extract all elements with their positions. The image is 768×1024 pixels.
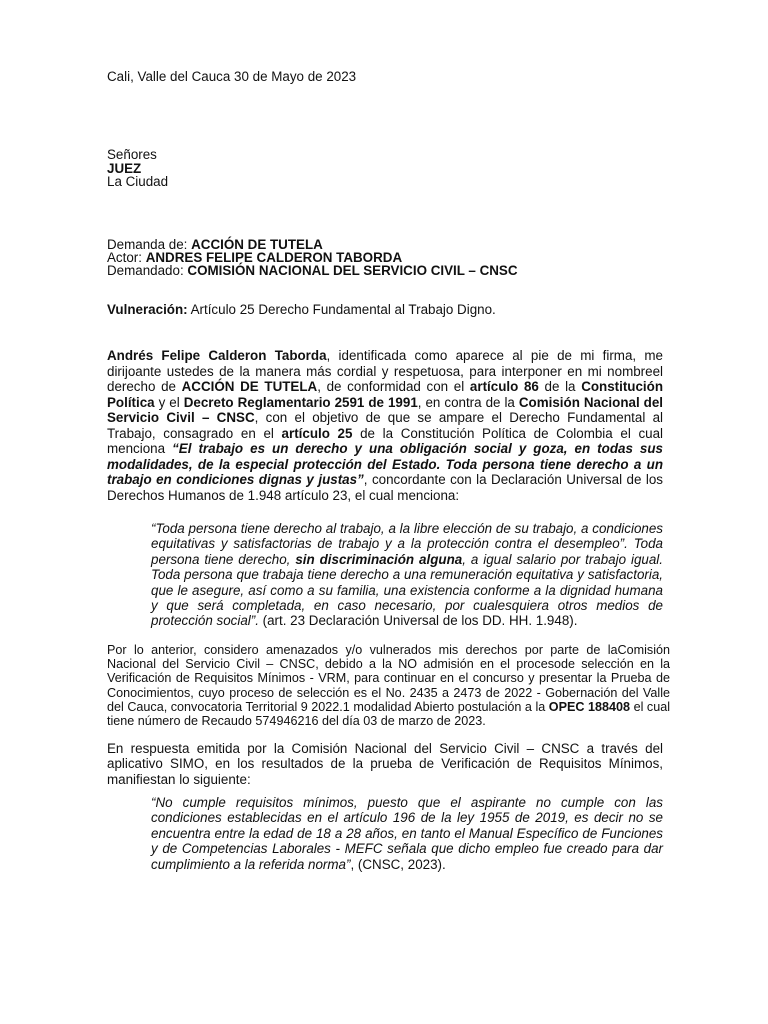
case-block (107, 238, 627, 277)
date-line: Cali, Valle del Cauca 30 de Mayo de 2023 (107, 69, 357, 84)
judge-title: JUEZ (107, 160, 142, 176)
second-paragraph: Por lo anterior, considero amenazados y/o vulnerados mis derechos por parte de laComisión Nacional del Servicio Civil – CNSC, debido a la NO admisión en el procesode selección en la Verificación de Requisitos Mínimos - VRM, para continuar en el concurso y presentar la Prueba de Conocimientos, cuyo proceso de selección es el No. 2435 a 2473 de 2022 - Gobernación del Valle del Cauca, convocatoria Territorial 9 2022.1 modalidad Abierto postulación a la OPEC 188408 el cual tiene número de Recaudo 574946216 del día 03 de marzo de 2023. (107, 643, 670, 729)
defendant-line: Demandado: COMISIÓN NACIONAL DEL SERVICIO CIVIL – CNSC (107, 263, 518, 278)
third-paragraph: En respuesta emitida por la Comisión Nacional del Servicio Civil – CNSC a través del aplicativo SIMO, en los resultados de la prueba de Verificación de Requisitos Mínimos, manifiestan lo siguiente: (107, 741, 663, 787)
demand-line: Demanda de: ACCIÓN DE TUTELA (107, 237, 323, 252)
salutation: Señores (107, 147, 157, 162)
addressee-city: La Ciudad (107, 174, 169, 189)
main-paragraph: Andrés Felipe Calderon Taborda, identificada como aparece al pie de mi firma, me dirijoante ustedes de la manera más cordial y respetuosa, para interponer en mi nombreel derecho de ACCIÓN DE TUTELA, de conformidad con el artículo 86 de la Constitución Política y el Decreto Reglamentario 2591 de 1991, en contra de la Comisión Nacional del Servicio Civil – CNSC, con el objetivo de que se ampare el Derecho Fundamental al Trabajo, consagrado en el artículo 25 de la Constitución Política de Colombia el cual menciona “El trabajo es un derecho y una obligación social y goza, en todas sus modalidades, de la especial protección del Estado. Toda persona tiene derecho a un trabajo en condiciones dignas y justas”, concordante con la Declaración Universal de los Derechos Humanos de 1.948 artículo 23, el cual menciona: (107, 348, 664, 503)
addressee-block (107, 148, 407, 189)
violation-line: Vulneración: Artículo 25 Derecho Fundamental al Trabajo Digno. (107, 302, 496, 317)
quote-cnsc: “No cumple requisitos mínimos, puesto que el aspirante no cumple con las condiciones establecidas en el artículo 196 de la ley 1955 de 2019, es decir no se encuentra entre la edad de 18 a 28 años, en tanto el Manual Específico de Funciones y de Competencias Laborales - MEFC señala que dicho empleo fue creado para dar cumplimiento a la referida norma”, (CNSC, 2023). (151, 795, 663, 872)
actor-line: Actor: ANDRES FELIPE CALDERON TABORDA (107, 250, 403, 265)
quote-declaration: “Toda persona tiene derecho al trabajo, a la libre elección de su trabajo, a condiciones equitativas y satisfactorias de trabajo y a la protección contra el desempleo”. Toda persona tiene derecho, sin discriminación alguna, a igual salario por trabajo igual. Toda persona que trabaja tiene derecho a una remuneración equitativa y satisfactoria, que le asegure, así como a su familia, una existencia conforme a la dignidad humana y que será completada, en caso necesario, por cualesquiera otros medios de protección social”. (art. 23 Declaración Universal de los DD. HH. 1.948). (151, 521, 663, 629)
